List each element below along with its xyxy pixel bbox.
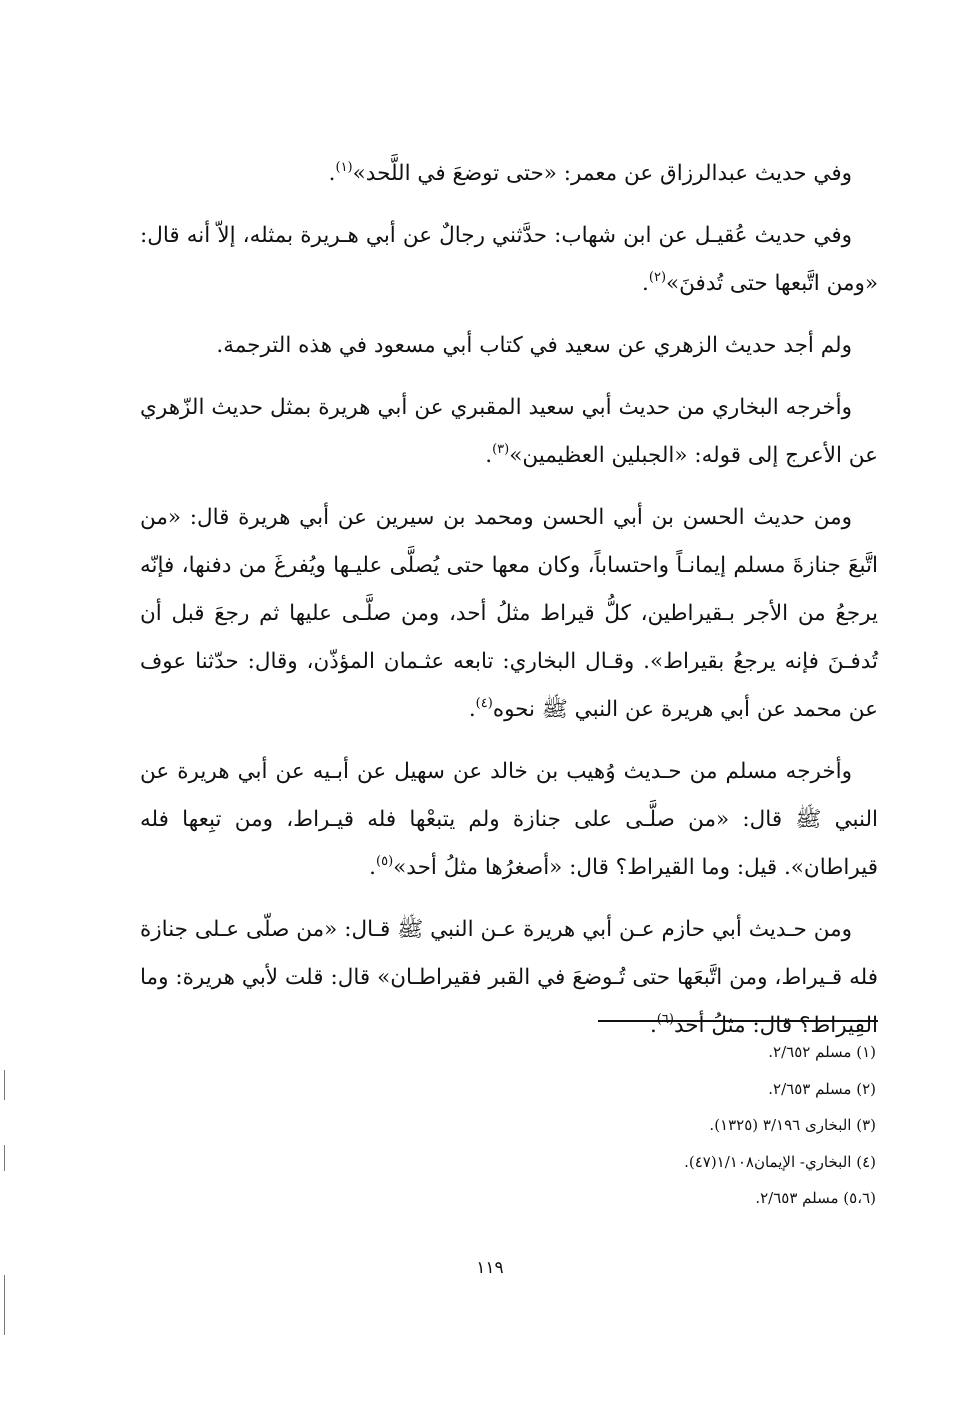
footnote-separator (598, 1020, 878, 1022)
footnote: (٣) البخارى ٣/١٩٦ (١٣٢٥). (709, 1116, 876, 1134)
footnote-ref[interactable]: (٢) (648, 270, 667, 285)
paragraph: وفي حديث عبدالرزاق عن معمر: «حتى توضعَ في اللَّحد»$^{(١)}$. (328, 160, 852, 186)
scan-edge-mark (4, 1275, 5, 1335)
paragraph: وأخرجه مسلم من حـديث وُهيب بن خالد عن سهيل عن أبـيه عن أبي هريرة عن النبي ﷺ قال: «من صلَّـى على جنازة ولم يتبعْها فله قيـراط، ومن تبِعها فله قيراطان». قيل: وما القيراط؟ قال: «أصغرُها مثلُ أحد»$^{(٥)}$. (140, 759, 878, 880)
footnotes (276, 1034, 876, 1217)
footnote-ref[interactable]: (٥) (376, 854, 394, 869)
paragraph: ولم أجد حديث الزهري عن سعيد في كتاب أبي مسعود في هذه الترجمة. (216, 333, 852, 358)
footnote-ref[interactable]: (١) (335, 160, 353, 175)
footnote: (٤) البخاري- الإيمان١/١٠٨(٤٧). (684, 1152, 876, 1171)
footnote: (٢) مسلم ٢/٦٥٣. (768, 1079, 876, 1098)
main-text (140, 150, 878, 1064)
paragraph: ومن حـديث أبي حازم عـن أبي هريرة عـن النبي ﷺ قـال: «من صلّى عـلى جنازة فله قـيراط، ومن اتَّبعَها حتى تُـوضعَ في القبر فقيراطـان» قال: قلت لأبي هريرة: وما القِيراط؟ قال: مثلُ أحد$^{(٦)}$. (140, 917, 878, 1038)
paragraph: ومن حديث الحسن بن أبي الحسن ومحمد بن سيرين عن أبي هريرة قال: «من اتَّبعَ جنازةَ مسلم إيمانـاً واحتساباً، وكان معها حتى يُصلَّى عليـها ويُفرغَ من دفنها، فإنّه يرجعُ من الأجر بـقيراطين، كلُّ قيراط مثلُ أحد، ومن صلَّـى عليها ثم رجعَ قبل أن تُدفـنَ فإنه يرجعُ بقيراط». وقـال البخاري: تابعه عثـمان المؤذّن، وقال: حدّثنا عوف عن محمد عن أبي هريرة عن النبي ﷺ نحوه$^{(٤)}$. (140, 505, 878, 722)
footnote-ref[interactable]: (٣) (492, 442, 510, 457)
footnote: (١) مسلم ٢/٦٥٢. (768, 1043, 876, 1061)
paragraph: وأخرجه البخاري من حديث أبي سعيد المقبري عن أبي هريرة بمثل حديث الزّهري عن الأعرج إلى قوله: «الجبلين العظيمين»$^{(٣)}$. (140, 395, 878, 468)
footnote: (٥،٦) مسلم ٢/٦٥٣. (755, 1189, 876, 1207)
footnote-ref[interactable]: (٤) (475, 696, 493, 711)
paragraph: وفي حديث عُقيـل عن ابن شهاب: حدَّثني رجالٌ عن أبي هـريرة بمثله، إلاّ أنه قال: «ومن اتَّبعها حتى تُدفنَ»$^{(٢)}$. (140, 223, 878, 296)
scan-edge-mark (4, 1070, 5, 1100)
footnote-ref[interactable]: (٦) (656, 1012, 674, 1027)
page-number: ١١٩ (476, 1258, 504, 1278)
scan-edge-mark (4, 1145, 5, 1171)
